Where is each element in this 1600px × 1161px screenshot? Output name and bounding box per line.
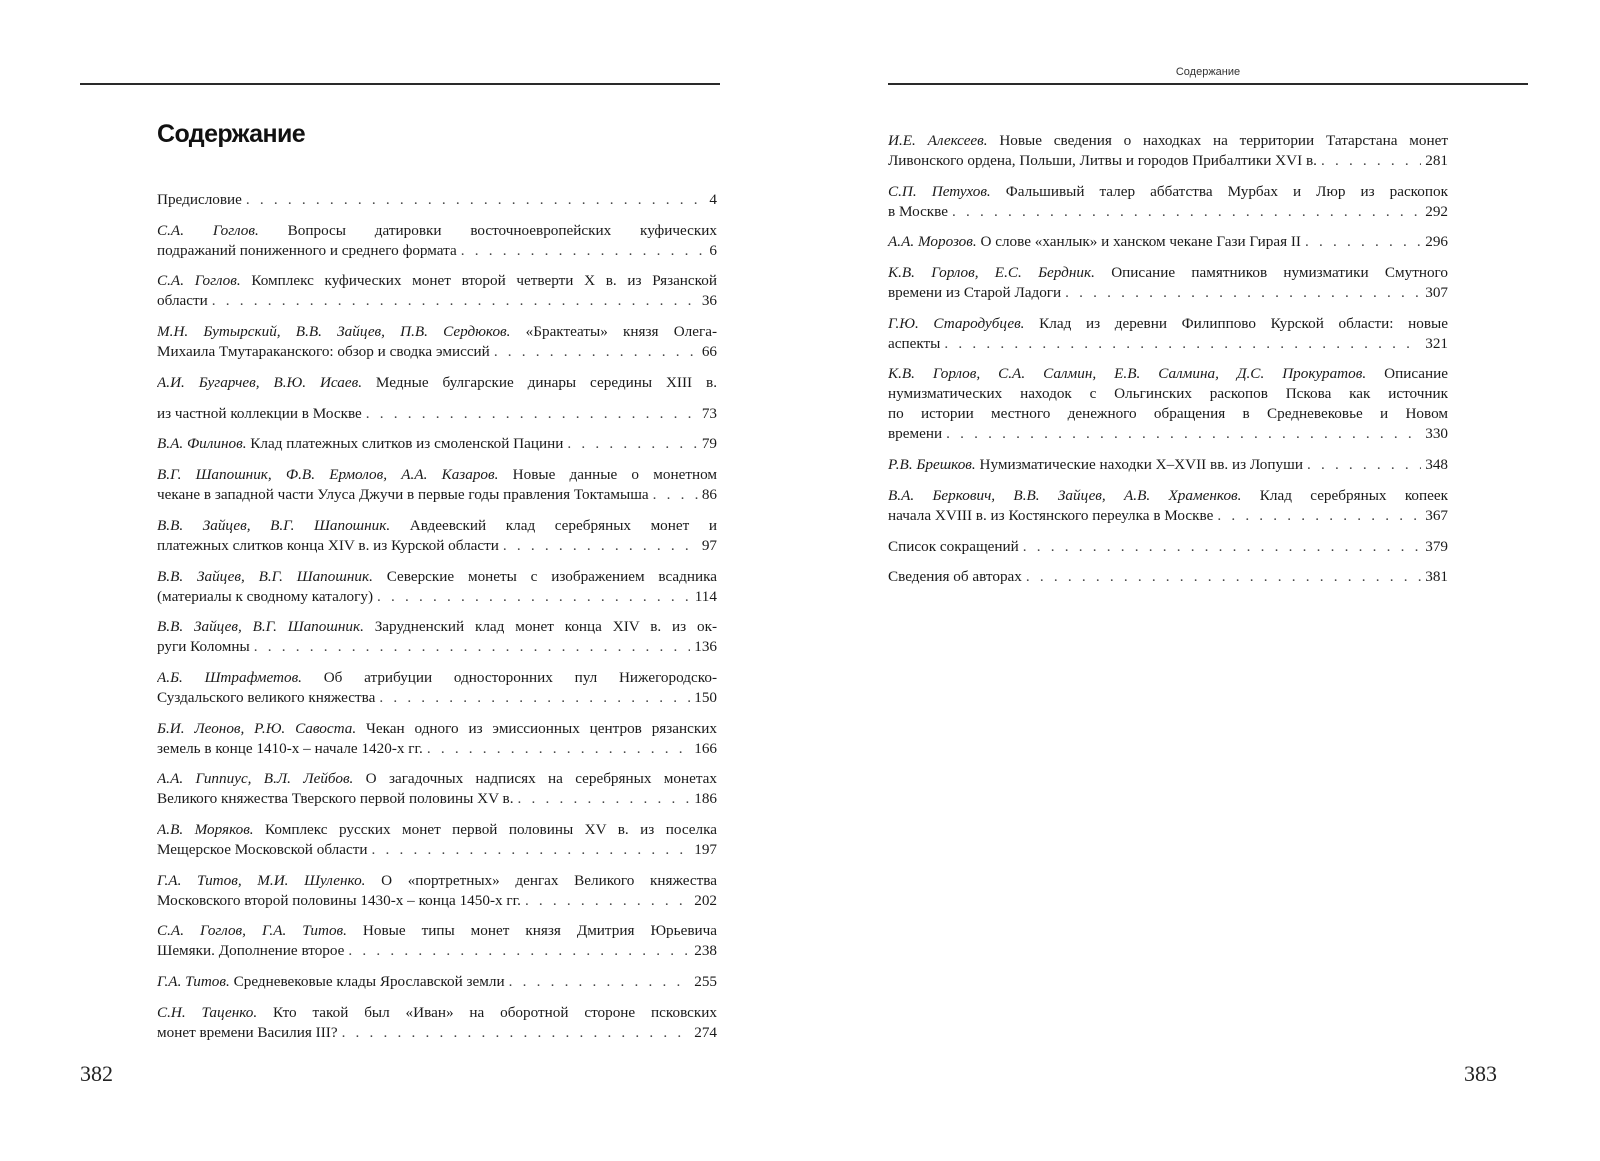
toc-entry xyxy=(888,537,1448,557)
dot-leader xyxy=(1023,537,1421,557)
toc-entry-author: С.П. Петухов. xyxy=(888,182,991,200)
toc-entry-author: В.В. Зайцев, В.Г. Шапошник. xyxy=(157,567,373,585)
toc-entry xyxy=(888,263,1448,303)
toc-entry xyxy=(157,322,717,362)
dot-leader xyxy=(246,190,705,210)
toc-entry xyxy=(888,567,1448,587)
toc-page-number: 73 xyxy=(701,404,717,422)
toc-entry-last-line xyxy=(157,1023,717,1043)
dot-leader xyxy=(342,1023,691,1043)
toc-page-number: 86 xyxy=(701,486,717,504)
toc-page-number: 321 xyxy=(1425,334,1448,352)
toc-entry xyxy=(157,1003,717,1043)
toc-page-number: 36 xyxy=(701,292,717,310)
toc-entry-line xyxy=(157,719,717,739)
toc-entry xyxy=(888,486,1448,526)
toc-page-number: 197 xyxy=(694,840,717,858)
toc-entry-last-line xyxy=(888,151,1448,171)
toc-left xyxy=(157,190,717,1053)
toc-page-number: 307 xyxy=(1425,284,1448,302)
toc-entry-line xyxy=(157,1003,717,1023)
toc-entry-line xyxy=(157,668,717,688)
toc-page-number: 381 xyxy=(1425,568,1448,586)
toc-entry-text: по истории местного денежного обращения в Средневековье и Новом xyxy=(888,405,1448,423)
header-rule xyxy=(80,83,720,85)
toc-entry-title: Нумизматические находки X–XVII вв. из Лопуши xyxy=(979,456,1303,474)
page-number: 382 xyxy=(80,1061,113,1086)
toc-entry-last-line xyxy=(157,739,717,759)
toc-entry-author: В.В. Зайцев, В.Г. Шапошник. xyxy=(157,618,364,636)
toc-entry-line xyxy=(888,486,1448,506)
toc-entry-text: Новые сведения о находках на территории Татарстана монет xyxy=(999,132,1448,149)
dot-leader xyxy=(503,536,698,556)
toc-entry-author: А.В. Моряков. xyxy=(157,820,254,838)
toc-entry-title: Суздальского великого княжества xyxy=(157,688,376,706)
toc-entry-last-line xyxy=(157,342,717,362)
dot-leader xyxy=(366,404,698,424)
toc-entry xyxy=(157,434,717,454)
dot-leader xyxy=(946,424,1421,444)
toc-entry-text xyxy=(888,202,948,222)
toc-entry xyxy=(157,516,717,556)
toc-page-number: 274 xyxy=(694,1023,717,1041)
toc-entry-line xyxy=(157,465,717,485)
toc-entry-author: И.Е. Алексеев. xyxy=(888,132,988,149)
toc-entry xyxy=(888,314,1448,354)
toc-entry-text: Вопросы датировки восточноевропейских куфических xyxy=(287,221,717,239)
toc-entry-text: нумизматических находок с Ольгинских раскопов Пскова как источник xyxy=(888,385,1448,403)
toc-entry xyxy=(157,373,717,424)
toc-entry-author: А.А. Гиппиус, В.Л. Лейбов. xyxy=(157,770,354,788)
toc-entry-author: В.Г. Шапошник, Ф.В. Ермолов, А.А. Казаров. xyxy=(157,466,499,484)
toc-entry-title: области xyxy=(157,292,208,310)
running-head: Содержание xyxy=(1175,66,1241,78)
toc-entry-text xyxy=(157,891,521,911)
toc-entry-text: Новые типы монет князя Дмитрия Юрьевича xyxy=(362,922,717,940)
toc-page-number: 348 xyxy=(1425,456,1448,474)
toc-entry xyxy=(157,769,717,809)
toc-entry-author: К.В. Горлов, Е.С. Бердник. xyxy=(888,264,1095,282)
toc-entry-title: времени xyxy=(888,425,943,443)
toc-entry-last-line xyxy=(888,283,1448,303)
toc-entry-last-line xyxy=(157,485,717,505)
toc-entry-author: А.И. Бугарчев, В.Ю. Исаев. xyxy=(157,373,362,391)
toc-page-number: 292 xyxy=(1425,202,1448,220)
toc-entry xyxy=(157,221,717,261)
toc-entry-text xyxy=(157,941,344,961)
toc-entry-title: подражаний пониженного и среднего формата xyxy=(157,241,457,259)
toc-entry-text xyxy=(157,688,375,708)
toc-entry-text xyxy=(888,232,1301,252)
toc-entry-last-line xyxy=(157,972,717,992)
toc-entry-last-line xyxy=(888,567,1448,587)
toc-entry-last-line xyxy=(157,941,717,961)
toc-entry-text xyxy=(157,536,499,556)
toc-entry-title: платежных слитков конца XIV в. из Курской области xyxy=(157,536,499,554)
toc-entry-author: С.А. Гоглов. xyxy=(157,221,259,239)
dot-leader xyxy=(1305,232,1421,252)
toc-entry-text xyxy=(157,587,373,607)
toc-entry-line xyxy=(157,271,717,291)
toc-entry-author: В.В. Зайцев, В.Г. Шапошник. xyxy=(157,516,391,534)
toc-entry-last-line xyxy=(888,334,1448,354)
toc-entry-title: Мещерское Московской области xyxy=(157,840,368,858)
toc-entry-text: Фальшивый талер аббатства Мурбах и Люр из раскопок xyxy=(1005,182,1448,200)
toc-entry-author: А.А. Морозов. xyxy=(888,233,977,251)
toc-entry-title: Список сокращений xyxy=(888,537,1019,555)
toc-entry xyxy=(157,719,717,759)
toc-page-number: 330 xyxy=(1425,425,1448,443)
toc-entry-line xyxy=(888,314,1448,334)
toc-page-number: 150 xyxy=(694,688,717,706)
toc-entry-text xyxy=(157,434,563,454)
toc-page-number: 4 xyxy=(709,191,717,208)
toc-entry-author: В.А. Беркович, В.В. Зайцев, А.В. Храменков. xyxy=(888,486,1242,504)
dot-leader xyxy=(1321,151,1421,171)
dot-leader xyxy=(944,334,1421,354)
dot-leader xyxy=(212,291,698,311)
toc-entry-last-line xyxy=(157,688,717,708)
toc-right xyxy=(888,131,1448,598)
toc-entry-text xyxy=(888,151,1317,171)
toc-entry-last-line xyxy=(888,202,1448,222)
dot-leader xyxy=(952,202,1421,222)
toc-entry-last-line xyxy=(157,587,717,607)
toc-entry-title: О слове «ханлык» и ханском чекане Гази Гирая II xyxy=(980,233,1301,251)
toc-entry-last-line xyxy=(157,291,717,311)
dot-leader xyxy=(567,434,697,454)
toc-entry-last-line xyxy=(888,455,1448,475)
toc-entry-title: из частной коллекции в Москве xyxy=(157,404,362,422)
toc-page-number: 114 xyxy=(694,587,717,605)
toc-entry xyxy=(157,668,717,708)
toc-page-number: 97 xyxy=(701,536,717,554)
page-title: Содержание xyxy=(157,120,306,148)
dot-leader xyxy=(1026,567,1421,587)
toc-entry-text xyxy=(888,455,1303,475)
toc-entry-author: В.А. Филинов. xyxy=(157,435,247,453)
toc-entry-title: монет времени Василия III? xyxy=(157,1023,338,1041)
toc-entry xyxy=(157,617,717,657)
toc-entry xyxy=(157,190,717,210)
toc-entry-text xyxy=(157,404,362,424)
toc-entry-last-line xyxy=(888,232,1448,252)
toc-entry-title: Ливонского ордена, Польши, Литвы и городов Прибалтики XVI в. xyxy=(888,152,1317,169)
toc-entry-text xyxy=(888,567,1022,587)
dot-leader xyxy=(377,587,691,607)
toc-entry-title: Великого княжества Тверского первой половины XV в. xyxy=(157,790,514,808)
toc-entry-line xyxy=(157,516,717,536)
toc-entry-author: Р.В. Брешков. xyxy=(888,456,976,474)
toc-entry-author: Г.Ю. Стародубцев. xyxy=(888,314,1025,332)
toc-entry-title: чекане в западной части Улуса Джучи в первые годы правления Токтамыша xyxy=(157,486,649,504)
dot-leader xyxy=(427,739,690,759)
toc-entry-title: руги Коломны xyxy=(157,638,250,656)
toc-entry-line xyxy=(157,769,717,789)
toc-entry-last-line xyxy=(157,789,717,809)
toc-entry-title: (материалы к сводному каталогу) xyxy=(157,587,374,605)
toc-entry-text: Авдеевский клад серебряных монет и xyxy=(409,516,717,534)
toc-entry-title: Шемяки. Дополнение второе xyxy=(157,942,345,960)
toc-entry-line xyxy=(157,871,717,891)
toc-entry-last-line xyxy=(888,537,1448,557)
toc-entry-title: Михаила Тмутараканского: обзор и сводка эмиссий xyxy=(157,343,490,361)
toc-entry xyxy=(157,567,717,607)
toc-entry-text: «Брактеаты» князя Олега- xyxy=(525,323,717,341)
toc-entry-text xyxy=(888,334,940,354)
toc-entry xyxy=(888,364,1448,444)
toc-entry-text: Новые данные о монетном xyxy=(512,466,717,484)
toc-entry-author: Б.И. Леонов, Р.Ю. Савоста. xyxy=(157,719,357,737)
toc-entry-last-line xyxy=(157,434,717,454)
toc-entry xyxy=(888,232,1448,252)
toc-entry xyxy=(157,921,717,961)
toc-entry-author: А.Б. Штрафметов. xyxy=(157,668,302,686)
toc-entry-text: Описание памятников нумизматики Смутного xyxy=(1111,264,1448,282)
toc-entry-title: Московского второй половины 1430-х – конца 1450-х гг. xyxy=(157,891,521,909)
dot-leader xyxy=(372,840,691,860)
toc-entry-line xyxy=(157,373,717,393)
toc-entry-line xyxy=(888,404,1448,424)
dot-leader xyxy=(1307,455,1421,475)
toc-entry-text: Клад из деревни Филиппово Курской области: новые xyxy=(1039,314,1448,332)
toc-entry-author: Г.А. Титов, М.И. Шуленко. xyxy=(157,871,366,889)
toc-page-number: 202 xyxy=(694,891,717,909)
dot-leader xyxy=(348,941,690,961)
toc-entry-last-line xyxy=(157,190,717,210)
toc-entry-title: времени из Старой Ладоги xyxy=(888,284,1062,302)
toc-entry-text: О «портретных» денгах Великого княжества xyxy=(381,871,717,889)
toc-entry-title: начала XVIII в. из Костянского переулка в Москве xyxy=(888,506,1214,524)
dot-leader xyxy=(525,891,690,911)
toc-entry-text: О загадочных надписях на серебряных монетах xyxy=(365,770,717,788)
toc-entry-title: в Москве xyxy=(888,202,949,220)
toc-entry-line xyxy=(157,322,717,342)
toc-entry-title: Предисловие xyxy=(157,191,242,208)
toc-entry-line xyxy=(888,263,1448,283)
toc-entry-last-line xyxy=(157,241,717,261)
toc-entry-title: Средневековые клады Ярославской земли xyxy=(233,973,505,990)
toc-entry-author: Г.А. Титов. xyxy=(157,973,230,990)
toc-entry-text xyxy=(888,424,942,444)
toc-entry-title: аспекты xyxy=(888,334,941,352)
toc-entry-author: С.А. Гоглов. xyxy=(157,272,241,290)
toc-entry-text xyxy=(157,485,649,505)
toc-entry-author: С.Н. Таценко. xyxy=(157,1003,258,1021)
toc-entry-text: Об атрибуции односторонних пул Нижегородско- xyxy=(323,668,717,686)
toc-entry-text: Зарудненский клад монет конца XIV в. из ок- xyxy=(374,618,717,636)
toc-entry xyxy=(157,972,717,992)
toc-page-number: 367 xyxy=(1425,506,1448,524)
toc-entry-text: Описание xyxy=(1384,365,1448,383)
toc-page-number: 6 xyxy=(709,241,717,259)
toc-entry-text xyxy=(157,840,368,860)
toc-entry-line xyxy=(157,921,717,941)
toc-page-number: 296 xyxy=(1425,233,1448,251)
toc-entry-title: Клад платежных слитков из смоленской Пацини xyxy=(250,435,564,453)
toc-entry-text xyxy=(888,283,1061,303)
toc-entry-line xyxy=(157,820,717,840)
toc-page-number: 79 xyxy=(701,435,717,453)
toc-entry-text: Кто такой был «Иван» на оборотной стороне псковских xyxy=(273,1003,717,1021)
toc-entry xyxy=(888,455,1448,475)
right-page xyxy=(800,0,1600,1161)
toc-entry xyxy=(157,465,717,505)
toc-entry xyxy=(157,820,717,860)
toc-entry-text: Медные булгарские динары середины XIII в. xyxy=(375,373,717,391)
toc-entry-line xyxy=(888,131,1448,151)
toc-page-number: 379 xyxy=(1425,537,1448,555)
toc-entry-text xyxy=(157,789,514,809)
toc-entry-last-line xyxy=(157,404,717,424)
toc-entry-last-line xyxy=(157,840,717,860)
dot-leader xyxy=(379,688,690,708)
dot-leader xyxy=(509,972,691,992)
toc-entry-line xyxy=(157,221,717,241)
toc-entry-line xyxy=(888,384,1448,404)
toc-entry-text: Комплекс куфических монет второй четверти X в. из Рязанской xyxy=(251,272,717,290)
dot-leader xyxy=(653,485,698,505)
toc-entry-text xyxy=(157,291,208,311)
toc-entry-text xyxy=(888,506,1213,526)
toc-entry-last-line xyxy=(157,637,717,657)
dot-leader xyxy=(254,637,690,657)
toc-entry-text xyxy=(157,241,457,261)
toc-page-number: 136 xyxy=(694,638,717,656)
toc-entry-last-line xyxy=(888,506,1448,526)
toc-page-number: 238 xyxy=(694,942,717,960)
toc-entry-text xyxy=(157,342,490,362)
toc-entry-line xyxy=(888,182,1448,202)
toc-entry-text xyxy=(157,637,250,657)
toc-entry-last-line xyxy=(157,891,717,911)
toc-page-number: 255 xyxy=(694,973,717,990)
toc-entry xyxy=(888,131,1448,171)
toc-entry-text: Северские монеты с изображением всадника xyxy=(386,567,717,585)
toc-entry-title: земель в конце 1410-х – начале 1420-х гг. xyxy=(157,739,423,757)
toc-entry-line xyxy=(888,364,1448,384)
toc-entry-author: К.В. Горлов, С.А. Салмин, Е.В. Салмина, Д.С. Прокуратов. xyxy=(888,365,1367,383)
toc-entry-text xyxy=(157,739,423,759)
toc-entry-line xyxy=(157,617,717,637)
toc-entry-line xyxy=(157,567,717,587)
toc-page-number: 186 xyxy=(694,790,717,808)
toc-entry xyxy=(888,182,1448,222)
dot-leader xyxy=(461,241,706,261)
toc-page-number: 66 xyxy=(701,343,717,361)
dot-leader xyxy=(518,789,691,809)
toc-entry-text xyxy=(888,537,1019,557)
toc-entry xyxy=(157,271,717,311)
toc-entry xyxy=(157,871,717,911)
toc-entry-text xyxy=(157,1023,338,1043)
toc-entry-text xyxy=(157,972,505,992)
toc-entry-text: Чекан одного из эмиссионных центров рязанских xyxy=(366,719,717,737)
header-rule xyxy=(888,83,1528,85)
toc-entry-text xyxy=(157,190,242,210)
toc-page-number: 281 xyxy=(1425,152,1448,169)
toc-entry-last-line xyxy=(157,536,717,556)
toc-entry-text: Комплекс русских монет первой половины XV в. из поселка xyxy=(265,820,717,838)
dot-leader xyxy=(494,342,698,362)
page-number: 383 xyxy=(1464,1061,1497,1086)
toc-entry-title: Сведения об авторах xyxy=(888,568,1022,586)
toc-page-number: 166 xyxy=(694,739,717,757)
toc-entry-author: М.Н. Бутырский, В.В. Зайцев, П.В. Сердюков. xyxy=(157,323,511,341)
dot-leader xyxy=(1065,283,1421,303)
dot-leader xyxy=(1217,506,1421,526)
toc-entry-last-line xyxy=(888,424,1448,444)
toc-entry-text: Клад серебряных копеек xyxy=(1259,486,1448,504)
toc-entry-author: С.А. Гоглов, Г.А. Титов. xyxy=(157,922,347,940)
